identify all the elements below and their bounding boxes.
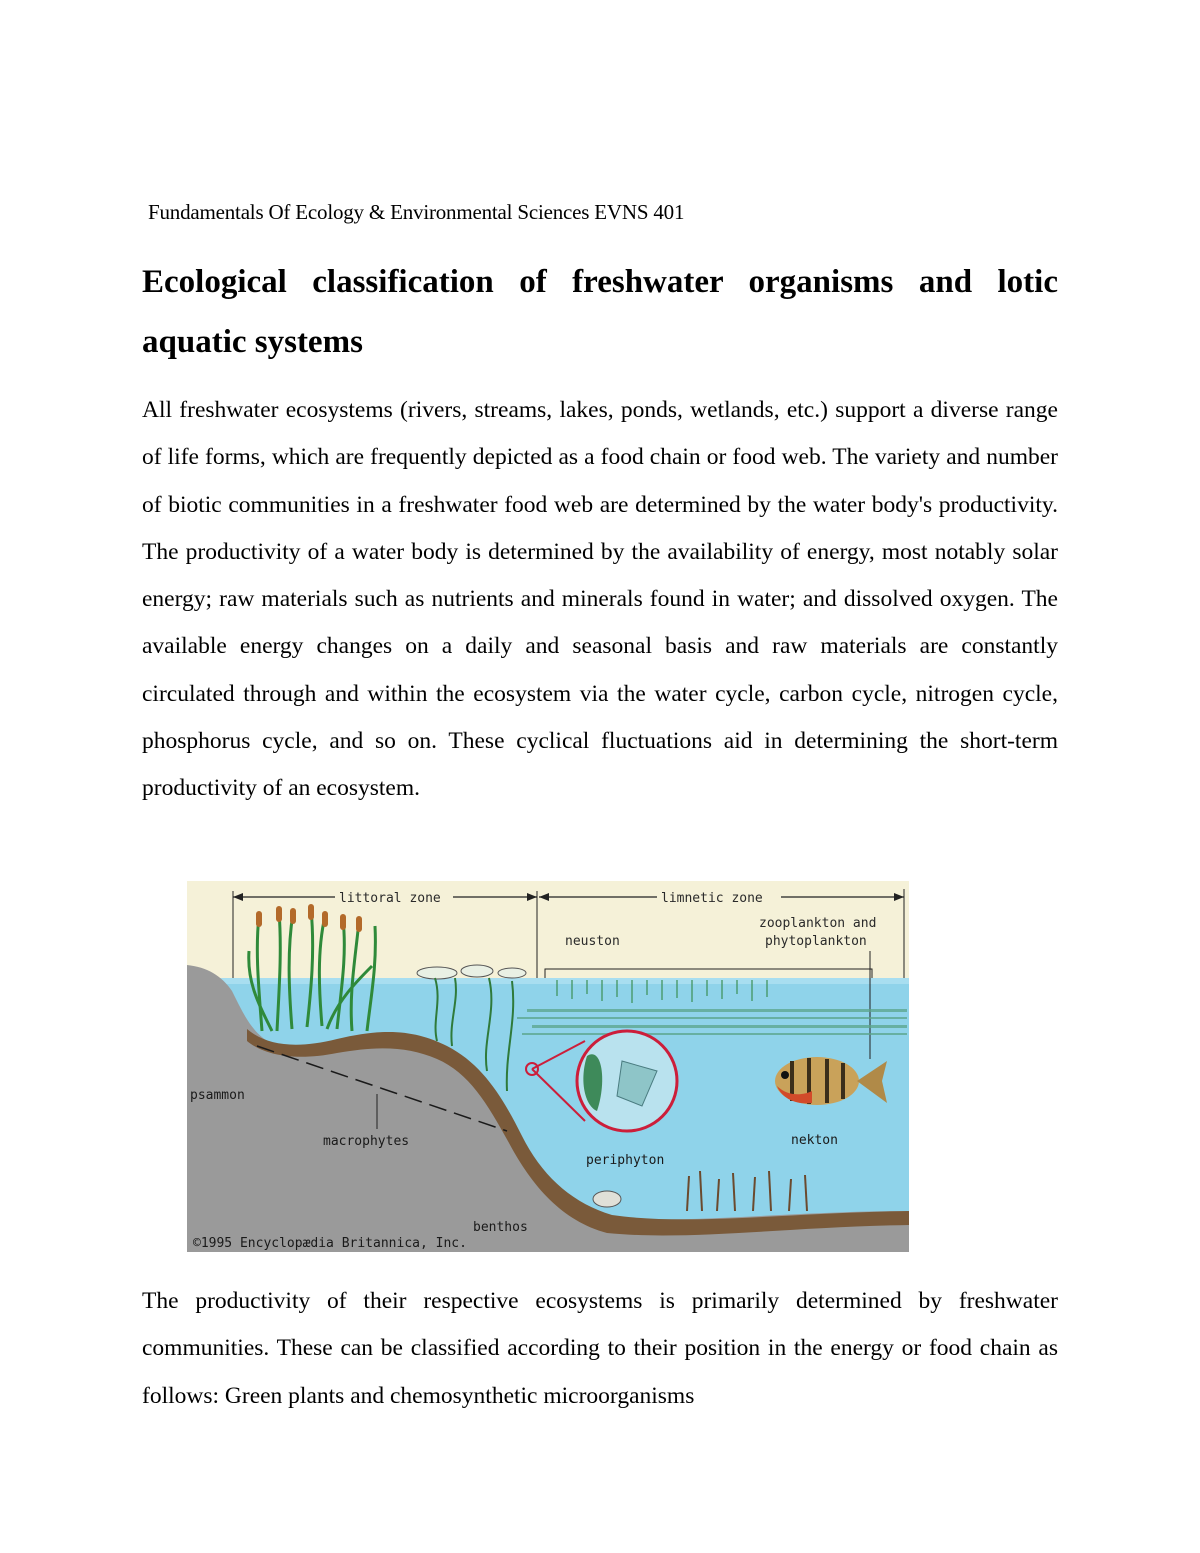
littoral-zone-label: littoral zone xyxy=(339,891,441,906)
benthos-label: benthos xyxy=(473,1220,528,1235)
freshwater-zones-figure xyxy=(187,881,909,1252)
nekton-label: nekton xyxy=(791,1133,838,1148)
intro-paragraph: All freshwater ecosystems (rivers, streams, lakes, ponds, wetlands, etc.) support a diverse range of life forms, which are frequently depicted as a food chain or food web. The variety and number of biotic communities in a freshwater food web are determined by the water body's productivity. The productivity of a water body is determined by the availability of energy, most notably solar energy; raw materials such as nutrients and minerals found in water; and dissolved oxygen. The available energy changes on a daily and seasonal basis and raw materials are constantly circulated through and within the ecosystem via the water cycle, carbon cycle, nitrogen cycle, phosphorus cycle, and so on. These cyclical fluctuations aid in determining the short-term productivity of an ecosystem. xyxy=(142,397,1058,802)
limnetic-zone-label: limnetic zone xyxy=(661,891,763,906)
clam-shell xyxy=(593,1191,621,1207)
macrophytes-label: macrophytes xyxy=(323,1134,410,1149)
page-title: Ecological classification of freshwater organisms and lotic aquatic systems xyxy=(142,264,1058,360)
neuston-label: neuston xyxy=(565,934,620,949)
copyright-label: ©1995 Encyclopædia Britannica, Inc. xyxy=(193,1236,467,1251)
zooplankton-label-2: phytoplankton xyxy=(765,934,867,949)
classification-paragraph: The productivity of their respective ecosystems is primarily determined by freshwater communities. These can be classified according to their position in the energy or food chain as follows: Green plants and chemosynthetic microorganisms xyxy=(142,1288,1058,1409)
course-header: Fundamentals Of Ecology & Environmental Sciences EVNS 401 xyxy=(148,200,685,224)
zooplankton-label-1: zooplankton and xyxy=(759,916,877,931)
freshwater-zones-diagram xyxy=(187,881,909,1252)
psammon-label: psammon xyxy=(190,1088,245,1103)
periphyton-label: periphyton xyxy=(586,1153,665,1168)
water-surface xyxy=(187,978,909,984)
